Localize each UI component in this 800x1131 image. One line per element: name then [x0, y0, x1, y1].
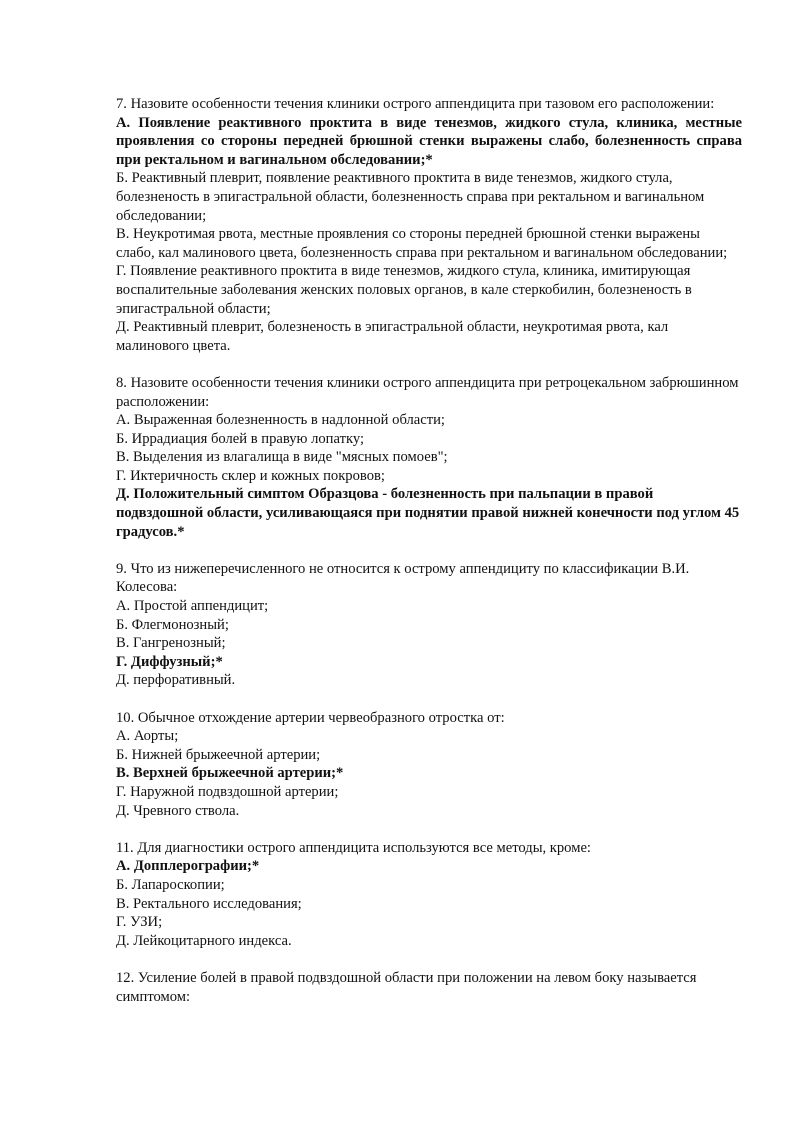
answer-option: Г. УЗИ; — [116, 914, 163, 931]
answer-option: А. Аорты; — [116, 728, 179, 745]
question-8 — [116, 374, 742, 541]
document-page — [116, 95, 742, 1025]
answer-option: В. Выделения из влагалища в виде "мясных помоев"; — [116, 449, 448, 466]
question-10 — [116, 709, 742, 821]
answer-option-correct: Д. Положительный симптом Образцова - болезненность при пальпации в правой подвздошной области, усиливающаяся при поднятии правой нижней конечности под углом 45 градусов.* — [116, 486, 740, 540]
answer-option-correct: А. Появление реактивного проктита в виде тенезмов, жидкого стула, клиника, местные проявления со стороны передней брюшной стенки выражены слабо, болезненность справа при ректальном и вагинальном обследовании;* — [116, 114, 742, 168]
question-9 — [116, 560, 742, 690]
answer-option: Д. перфоративный. — [116, 672, 236, 689]
answer-option: Б. Флегмонозный; — [116, 616, 229, 633]
answer-option: Б. Реактивный плеврит, появление реактивного проктита в виде тенезмов, жидкого стула, болезненость в эпигастральной области, болезненность справа при ректальном и вагинальном обследовании; — [116, 170, 705, 224]
answer-option: Д. Чревного ствола. — [116, 802, 240, 819]
question-stem: 12. Усиление болей в правой подвздошной области при положении на левом боку называется симптомом: — [116, 969, 697, 1005]
answer-option: Б. Иррадиация болей в правую лопатку; — [116, 430, 365, 447]
answer-option-correct: Г. Диффузный;* — [116, 653, 223, 670]
answer-option: Д. Лейкоцитарного индекса. — [116, 932, 292, 949]
answer-option: Г. Появление реактивного проктита в виде тенезмов, жидкого стула, клиника, имитирующая воспалительные заболевания женских половых органов, в кале стеркобилин, болезненость в эпигастральной области; — [116, 263, 692, 317]
answer-option: Б. Нижней брыжеечной артерии; — [116, 746, 321, 763]
question-stem: 10. Обычное отхождение артерии червеобразного отростка от: — [116, 709, 505, 726]
answer-option: Г. Иктеричность склер и кожных покровов; — [116, 467, 385, 484]
answer-option: А. Простой аппендицит; — [116, 598, 269, 615]
answer-option: Д. Реактивный плеврит, болезненость в эпигастральной области, неукротимая рвота, кал малинового цвета. — [116, 319, 669, 354]
answer-option: А. Выраженная болезненность в надлонной области; — [116, 412, 445, 429]
answer-option-correct: А. Допплерографии;* — [116, 858, 260, 875]
answer-option: Г. Наружной подвздошной артерии; — [116, 783, 339, 800]
question-stem: 11. Для диагностики острого аппендицита используются все методы, кроме: — [116, 839, 591, 856]
answer-option-correct: В. Верхней брыжеечной артерии;* — [116, 765, 344, 782]
question-stem: 7. Назовите особенности течения клиники острого аппендицита при тазовом его расположении: — [116, 96, 715, 112]
answer-option: В. Неукротимая рвота, местные проявления со стороны передней брюшной стенки выражены слабо, кал малинового цвета, болезненность справа при ректальном и вагинальном обследовании; — [116, 226, 728, 261]
question-7 — [116, 95, 742, 355]
question-12 — [116, 969, 742, 1006]
answer-option: В. Гангренозный; — [116, 635, 226, 652]
question-stem: 9. Что из нижеперечисленного не относится к острому аппендициту по классификации В.И. Колесова: — [116, 560, 690, 596]
answer-option: В. Ректального исследования; — [116, 895, 302, 912]
answer-option: Б. Лапароскопии; — [116, 876, 225, 893]
question-stem: 8. Назовите особенности течения клиники острого аппендицита при ретроцекальном забрюшинном расположении: — [116, 374, 739, 410]
question-11 — [116, 839, 742, 951]
